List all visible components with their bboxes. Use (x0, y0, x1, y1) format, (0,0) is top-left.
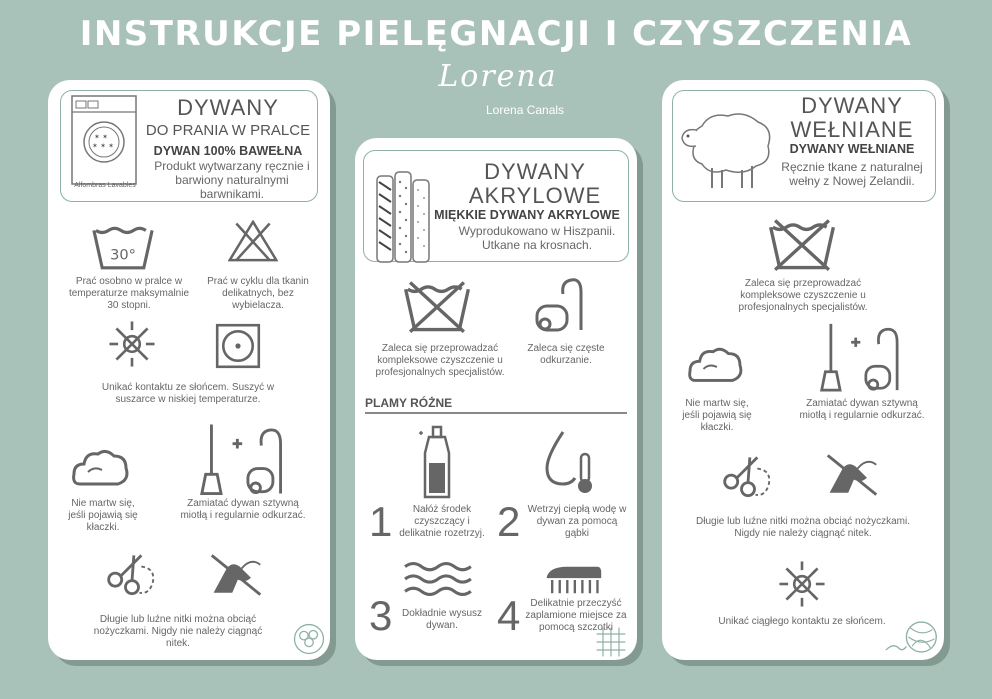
card1-item3: Unikać kontaktu ze słońcem. Suszyć w suszarce w niskiej temperaturze. (101, 382, 275, 405)
card2-heading1: DYWANY (484, 159, 586, 184)
tumble-dry-icon (212, 320, 264, 372)
no-bleach-icon (228, 214, 278, 268)
machine-label: Alfombras Lavables (74, 182, 136, 189)
dry-waves-icon (403, 558, 475, 600)
logo-script: Lorena (438, 59, 558, 94)
detergent-bottle-icon (417, 422, 457, 504)
washing-machine-icon (70, 94, 138, 186)
page-title: INSTRUKCJE PIELĘGNACJI I CZYSZCZENIA (79, 14, 913, 54)
weave-grid-icon (595, 626, 627, 658)
card1-item4: Nie martw się, jeśli pojawią się kłaczki. (68, 498, 138, 533)
card1-heading1: DYWANY (177, 95, 279, 120)
card2-desc: Wyprodukowano w Hiszpanii. Utkane na krosnach. (458, 224, 616, 252)
step-text-4: Delikatnie przeczyść zaplamione miejsce za pomocą szczotki (525, 598, 627, 633)
card-wool-rugs (662, 80, 944, 660)
card3-item5: Unikać ciągłego kontaktu ze słońcem. (718, 616, 886, 627)
no-wash-icon (768, 216, 836, 272)
step-text-3: Dokładnie wysusz dywan. (401, 608, 483, 631)
no-sun-icon (776, 558, 828, 610)
card3-item1: Zaleca się przeprowadzać kompleksowe czyszczenie u profesjonalnych specjalistów. (738, 278, 868, 313)
water-thermometer-icon (541, 428, 601, 498)
card3-heading1: DYWANY (801, 93, 903, 118)
logo-subtitle: Lorena Canals (486, 103, 565, 117)
sheep-icon (680, 106, 776, 192)
brand-logo (398, 59, 598, 122)
card3-item2: Nie martw się, jeśli pojawią się kłaczki. (682, 398, 752, 433)
card3-bold: DYWANY WEŁNIANE (789, 142, 915, 156)
no-pull-icon (208, 550, 264, 600)
card1-desc: Produkt wytwarzany ręcznie i barwiony naturalnymi barwnikami. (154, 159, 310, 201)
step-number-1: 1 (369, 498, 393, 545)
brush-icon (539, 560, 605, 600)
card1-bold: DYWAN 100% BAWEŁNA (153, 144, 303, 158)
step-number-2: 2 (497, 498, 521, 545)
cotton-icon (292, 622, 326, 656)
svg-text:✶ ✶: ✶ ✶ (94, 133, 108, 141)
card1-item5: Zamiatać dywan sztywną miotłą i regularnie odkurzać. (180, 498, 306, 521)
scissors-icon (720, 452, 776, 502)
broom-vacuum-icon (818, 320, 910, 394)
card2-bold: MIĘKKIE DYWANY AKRYLOWE (434, 208, 620, 222)
card1-heading2: DO PRANIA W PRALCE (145, 122, 311, 139)
yarn-ball-icon (884, 618, 940, 656)
scissors-icon (104, 550, 160, 600)
no-pull-icon (824, 450, 880, 500)
card2-item2: Zaleca się częste odkurzanie. (527, 343, 605, 366)
card2-heading2: AKRYLOWE (468, 183, 602, 208)
card3-item4: Długie lub luźne nitki można obciąć nożyczkami. Nigdy nie należy ciągnąć nitek. (696, 516, 910, 539)
vacuum-icon (531, 274, 591, 334)
section-divider (365, 412, 627, 414)
broom-vacuum-icon (198, 420, 294, 498)
rug-rolls-icon (373, 170, 433, 266)
svg-text:✶ ✶ ✶: ✶ ✶ ✶ (92, 142, 115, 150)
wash-temp: 30° (110, 246, 136, 264)
card1-item2: Prać w cyklu dla tkanin delikatnych, bez wybielacza. (207, 276, 309, 311)
step-number-4: 4 (497, 592, 521, 639)
fluff-icon (686, 344, 744, 392)
card3-item3: Zamiatać dywan sztywną miotłą i regularnie odkurzać. (799, 398, 925, 421)
card2-item1: Zaleca się przeprowadzać kompleksowe czyszczenie u profesjonalnych specjalistów. (375, 343, 505, 378)
card1-item6: Długie lub luźne nitki można obciąć nożyczkami. Nigdy nie należy ciągnąć nitek. (93, 614, 263, 649)
card-acrylic-rugs (355, 138, 637, 660)
fluff-icon (70, 446, 130, 496)
no-wash-icon (403, 278, 471, 334)
card3-desc: Ręcznie tkane z naturalnej wełny z Nowej Zelandii. (781, 160, 923, 188)
wash-30-icon (88, 220, 158, 272)
card3-heading2: WEŁNIANE (790, 117, 914, 142)
step-text-2: Wetrzyj ciepłą wodę w dywan za pomocą gąbki (527, 504, 627, 539)
no-sun-icon (106, 318, 158, 370)
step-text-1: Nałóż środek czyszczący i delikatnie rozetrzyj. (399, 504, 485, 539)
stains-section-title: PLAMY RÓŻNE (365, 396, 453, 410)
card1-item1: Prać osobno w pralce w temperaturze maksymalnie 30 stopni. (68, 276, 190, 311)
step-number-3: 3 (369, 592, 393, 639)
card-washable-rugs (48, 80, 330, 660)
